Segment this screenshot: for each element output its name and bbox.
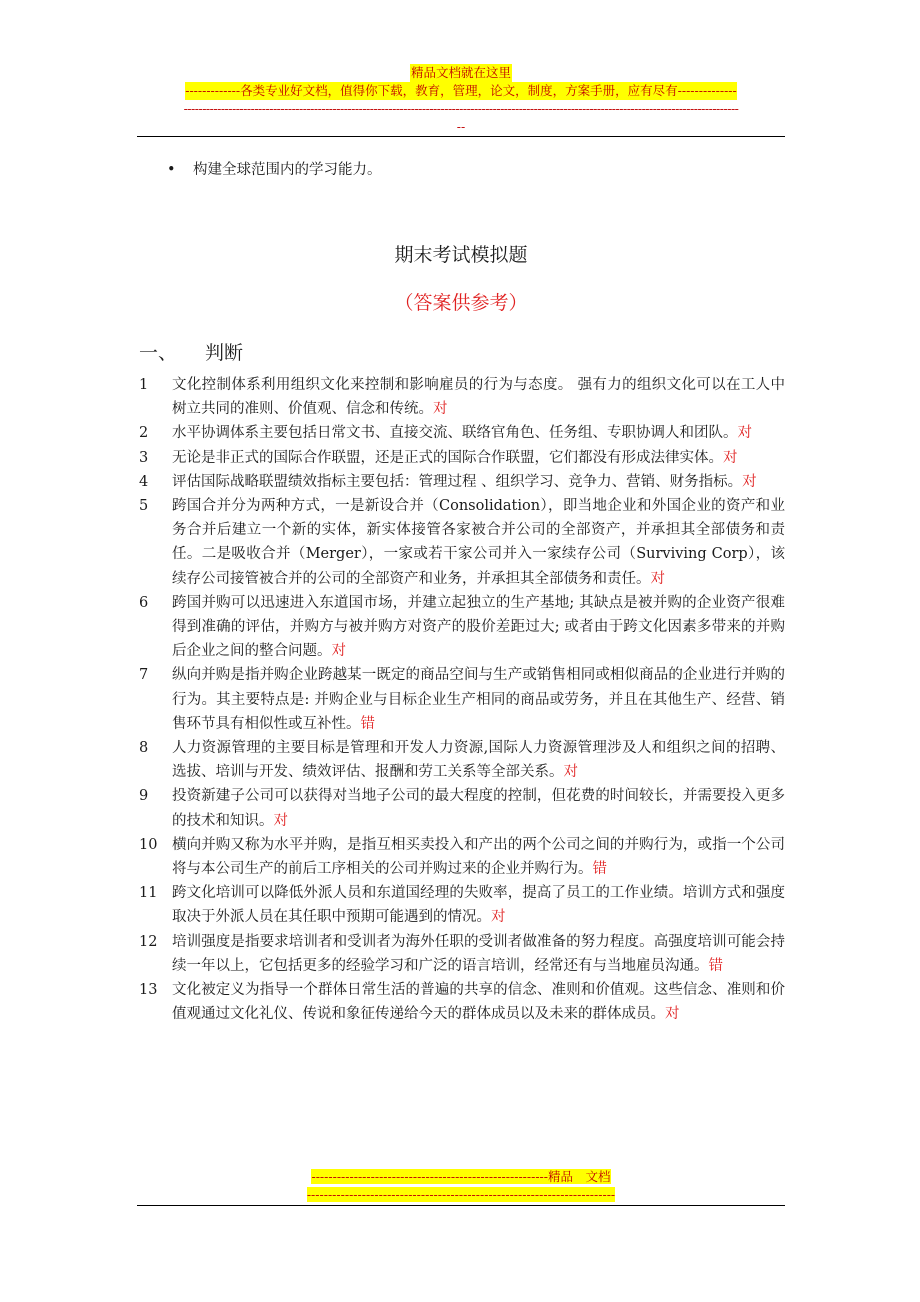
question-text: 水平协调体系主要包括日常文书、直接交流、联络官角色、任务组、专职协调人和团队。 (172, 425, 738, 442)
question-body (172, 470, 785, 494)
bullet-item (167, 158, 382, 179)
footer-dash-line: ------------------------------------------------------------------------- (306, 1187, 616, 1202)
question-number: 12 (139, 933, 158, 950)
question-body (172, 421, 785, 445)
section-number: 一、 (139, 342, 178, 364)
question-answer: 错 (592, 861, 607, 878)
section-title: 判断 (205, 342, 244, 364)
question-item (139, 784, 785, 832)
question-number: 1 (139, 377, 149, 393)
footer-banner: --------------------------------------------------------精品 文档 (311, 1169, 611, 1184)
question-number: 13 (139, 982, 158, 999)
question-answer: 对 (563, 764, 578, 781)
header-banner-tagline: -------------各类专业好文档，值得你下载，教育，管理，论文，制度，方案手册，应有尽有-------------- (185, 83, 737, 98)
question-number: 7 (139, 667, 149, 684)
question-answer: 错 (708, 957, 723, 974)
question-number: 6 (139, 594, 149, 611)
page-subtitle: （答案供参考） (394, 292, 528, 314)
question-answer: 错 (360, 715, 375, 732)
question-item (139, 373, 785, 421)
question-answer: 对 (723, 449, 738, 466)
question-body (172, 930, 785, 978)
bullet-text: 构建全球范围内的学习能力。 (193, 162, 382, 178)
page-header (137, 64, 785, 136)
question-body (172, 736, 785, 784)
question-number: 3 (139, 449, 149, 466)
question-text: 跨文化培训可以降低外派人员和东道国经理的失败率，提高了员工的工作业绩。培训方式和强度取决于外派人员在其任职中预期可能遇到的情况。 (172, 885, 785, 926)
question-text: 投资新建子公司可以获得对当地子公司的最大程度的控制，但花费的时间较长，并需要投入更多的技术和知识。 (172, 788, 785, 829)
question-answer: 对 (737, 425, 752, 442)
question-text: 文化被定义为指导一个群体日常生活的普遍的共享的信念、准则和价值观。这些信念、准则和价值观通过文化礼仪、传说和象征传递给今天的群体成员以及未来的群体成员。 (172, 982, 785, 1023)
question-number: 9 (139, 788, 149, 805)
question-text: 跨国合并分为两种方式，一是新设合并（Consolidation），即当地企业和外国企业的资产和业务合并后建立一个新的实体，新实体接管各家被合并公司的全部资产，并承担其全部债务和责任。二是吸收合并（Merger），一家或若干家公司并入一家续存公司（Surviving Corp），该续存公司接管被合并的公司的全部资产和业务，并承担其全部债务和责任。 (172, 498, 785, 587)
bullet-dot: • (167, 162, 176, 178)
footer-divider (137, 1205, 785, 1206)
header-divider (137, 136, 785, 137)
question-body (172, 833, 785, 881)
question-item (139, 591, 785, 664)
question-item (139, 494, 785, 591)
header-banner-title: 精品文档就在这里 (410, 65, 511, 80)
question-list (139, 373, 785, 1026)
question-item (139, 470, 785, 494)
question-number: 8 (139, 740, 149, 757)
question-text: 跨国并购可以迅速进入东道国市场，并建立起独立的生产基地; 其缺点是被并购的企业资产很难得到准确的评估，并购方与被并购方对资产的股价差距过大; 或者由于跨文化因素多带来的并购后企业之间的整合问题。 (172, 594, 785, 660)
question-answer: 对 (491, 909, 506, 926)
question-item (139, 833, 785, 881)
header-dash-line-end: -- (456, 119, 466, 134)
question-body (172, 784, 785, 832)
page-title: 期末考试模拟题 (394, 244, 528, 266)
question-answer: 对 (331, 643, 346, 660)
question-item (139, 446, 785, 470)
question-body (172, 881, 785, 929)
question-body (172, 494, 785, 591)
header-dash-line: ----------------------------------------------------------------------------------------------------------------------------------------------------- (183, 101, 739, 116)
question-body (172, 373, 785, 421)
question-item (139, 978, 785, 1026)
question-body (172, 978, 785, 1026)
question-body (172, 591, 785, 664)
question-number: 10 (139, 836, 158, 853)
question-text: 纵向并购是指并购企业跨越某一既定的商品空间与生产或销售相同或相似商品的企业进行并购的行为。其主要特点是: 并购企业与目标企业生产相同的商品或劳务，并且在其他生产、经营、销售环节具有相似性或互补性。 (172, 667, 785, 732)
question-item (139, 930, 785, 978)
question-item (139, 663, 785, 736)
section-heading (139, 338, 243, 365)
question-answer: 对 (433, 401, 448, 418)
question-number: 5 (139, 498, 149, 515)
question-text: 横向并购又称为水平并购，是指互相买卖投入和产出的两个公司之间的并购行为，或指一个公司将与本公司生产的前后工序相关的公司并购过来的企业并购行为。 (172, 836, 785, 878)
question-number: 4 (139, 473, 149, 490)
question-answer: 对 (650, 570, 665, 587)
question-number: 11 (139, 885, 158, 902)
question-item (139, 881, 785, 929)
question-text: 人力资源管理的主要目标是管理和开发人力资源,国际人力资源管理涉及人和组织之间的招聘、选拔、培训与开发、绩效评估、报酬和劳工关系等全部关系。 (172, 740, 785, 781)
question-body (172, 446, 785, 470)
question-answer: 对 (273, 812, 288, 829)
question-body (172, 663, 785, 736)
question-item (139, 421, 785, 445)
question-answer: 对 (665, 1006, 680, 1023)
question-text: 文化控制体系利用组织文化来控制和影响雇员的行为与态度。 强有力的组织文化可以在工人中树立共同的准则、价值观、信念和传统。 (172, 377, 785, 418)
question-number: 2 (139, 425, 149, 442)
question-answer: 对 (742, 473, 757, 490)
question-text: 评估国际战略联盟绩效指标主要包括：管理过程 、组织学习、竞争力、营销、财务指标。 (172, 473, 743, 490)
question-text: 培训强度是指要求培训者和受训者为海外任职的受训者做准备的努力程度。高强度培训可能会持续一年以上，它包括更多的经验学习和广泛的语言培训，经常还有与当地雇员沟通。 (172, 933, 785, 974)
question-item (139, 736, 785, 784)
question-text: 无论是非正式的国际合作联盟，还是正式的国际合作联盟，它们都没有形成法律实体。 (172, 449, 723, 466)
page-footer (137, 1168, 785, 1204)
